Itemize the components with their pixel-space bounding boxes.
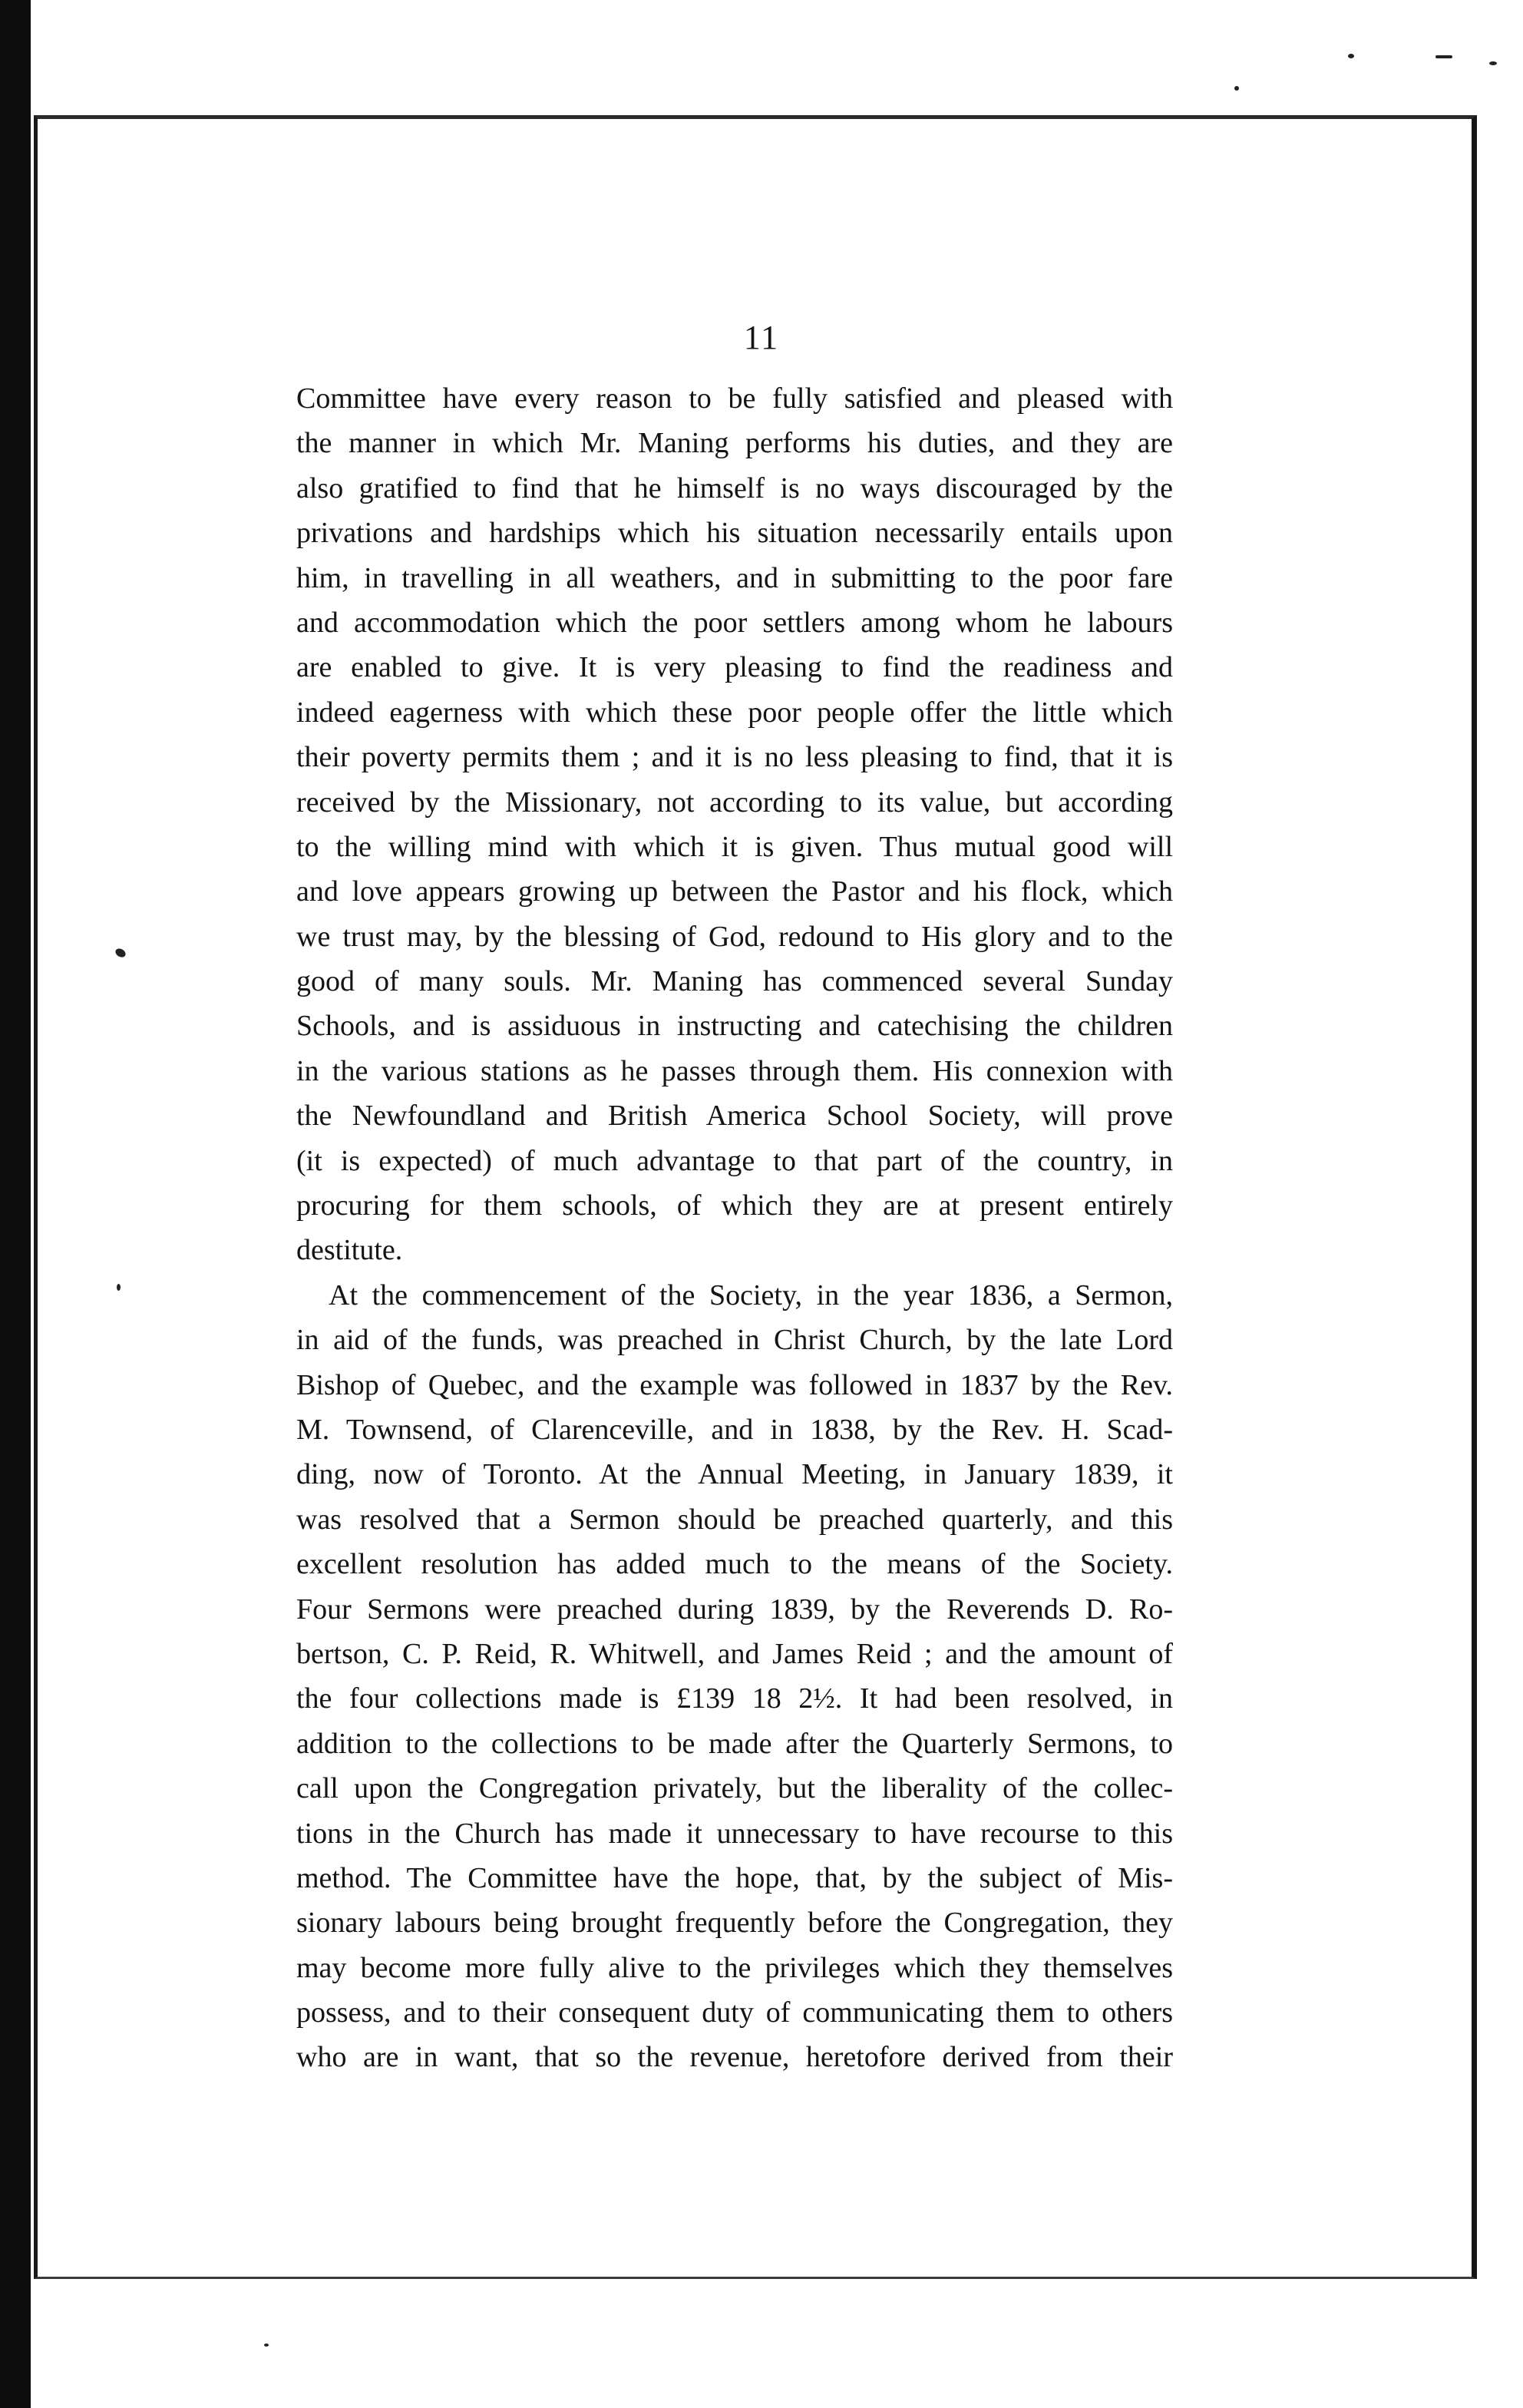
text-line: Four Sermons were preached during 1839, by the Reverends D. Ro- — [296, 1593, 1173, 1626]
text-line: ding, now of Toronto. At the Annual Meeting, in January 1839, it — [296, 1458, 1173, 1491]
text-line: good of many souls. Mr. Maning has commenced several Sunday — [296, 965, 1173, 998]
text-line: was resolved that a Sermon should be preached quarterly, and this — [296, 1503, 1173, 1536]
text-line: addition to the collections to be made after the Quarterly Sermons, to — [296, 1727, 1173, 1760]
text-line: tions in the Church has made it unnecessary to have recourse to this — [296, 1817, 1173, 1850]
text-line: the four collections made is £139 18 2½. It had been resolved, in — [296, 1682, 1173, 1715]
text-line: received by the Missionary, not according to its value, but according — [296, 786, 1173, 819]
text-line: we trust may, by the blessing of God, redound to His glory and to the — [296, 920, 1173, 953]
text-line: Committee have every reason to be fully satisfied and pleased with — [296, 382, 1173, 415]
scan-speck — [264, 2344, 269, 2347]
text-line: (it is expected) of much advantage to that part of the country, in — [296, 1144, 1173, 1177]
text-line: Schools, and is assiduous in instructing and catechising the children — [296, 1010, 1173, 1043]
text-line: call upon the Congregation privately, but the liberality of the collec- — [296, 1772, 1173, 1805]
text-line: bertson, C. P. Reid, R. Whitwell, and James Reid ; and the amount of — [296, 1637, 1173, 1670]
scan-left-margin — [0, 0, 31, 2408]
text-line: may become more fully alive to the privileges which they themselves — [296, 1951, 1173, 1984]
text-line: to the willing mind with which it is given. Thus mutual good will — [296, 830, 1173, 863]
text-line: and love appears growing up between the Pastor and his flock, which — [296, 875, 1173, 908]
text-line: indeed eagerness with which these poor people offer the little which — [296, 696, 1173, 729]
text-line: who are in want, that so the revenue, heretofore derived from their — [296, 2041, 1173, 2074]
text-line: the Newfoundland and British America School Society, will prove — [296, 1100, 1173, 1133]
text-line: also gratified to find that he himself is no ways discouraged by the — [296, 471, 1173, 504]
scan-speck — [1234, 86, 1239, 91]
text-line: possess, and to their consequent duty of communicating them to others — [296, 1996, 1173, 2029]
text-line: excellent resolution has added much to the means of the Society. — [296, 1548, 1173, 1581]
text-line: Bishop of Quebec, and the example was followed in 1837 by the Rev. — [296, 1368, 1173, 1401]
text-line: him, in travelling in all weathers, and in submitting to the poor fare — [296, 561, 1173, 594]
scan-speck — [1489, 61, 1497, 65]
text-line: privations and hardships which his situation necessarily entails upon — [296, 517, 1173, 550]
text-line: sionary labours being brought frequently before the Congregation, they — [296, 1907, 1173, 1940]
text-line: method. The Committee have the hope, that, by the subject of Mis- — [296, 1861, 1173, 1894]
paragraph-first-line: At the commencement of the Society, in the year 1836, a Sermon, — [329, 1278, 1173, 1312]
page-number: 11 — [743, 319, 780, 356]
text-line: are enabled to give. It is very pleasing to find the readiness and — [296, 651, 1173, 684]
text-line: destitute. — [296, 1234, 403, 1267]
text-line: M. Townsend, of Clarenceville, and in 1838, by the Rev. H. Scad- — [296, 1413, 1173, 1446]
text-line: their poverty permits them ; and it is no less pleasing to find, that it is — [296, 741, 1173, 774]
text-line: the manner in which Mr. Maning performs his duties, and they are — [296, 427, 1173, 460]
scan-speck — [1348, 54, 1354, 58]
text-line: in aid of the funds, was preached in Christ Church, by the late Lord — [296, 1324, 1173, 1357]
text-line: procuring for them schools, of which they are at present entirely — [296, 1189, 1173, 1222]
body-text — [296, 376, 1173, 2080]
text-line: in the various stations as he passes through them. His connexion with — [296, 1054, 1173, 1087]
text-line: and accommodation which the poor settlers among whom he labours — [296, 606, 1173, 639]
scan-speck — [1435, 55, 1452, 58]
scan-speck — [117, 1284, 121, 1291]
